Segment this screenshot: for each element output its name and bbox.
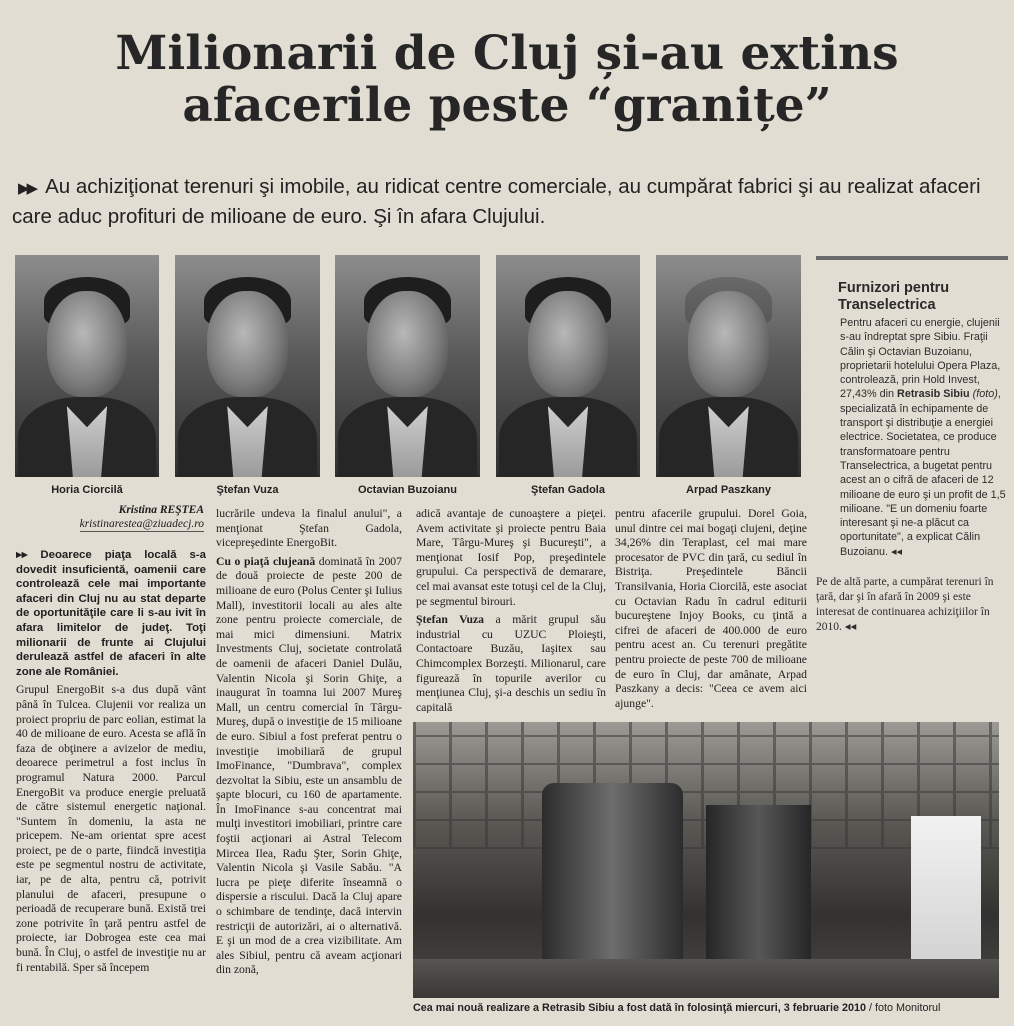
column-2-text-b: Cu o piaţă clujeană dominată în 2007 de două proiecte de peste 200 de milioane de euro (Polus Center şi Iulius Mall), investitorii locali au ales alte zone pentru proiecte comerciale, de mai mici dimensiuni. Matrix Investments Cluj, societate controlată de oamenii de afaceri Daniel Dulău, Valentin Nicola şi Sorin Ghiţe, a inaugurat în toamna lui 2007 Mureş Mall, un centru comercial în Târgu-Mureş, după o investiţie de 15 milioane de euro. Sibiul a fost preferat pentru o investiţie imobiliară de grupul ImoFinance, "Dumbrava", complex dezvoltat la Sibiu, este un ansamblu de şapte blocuri, cu 160 de apartamente. În ImoFinance s-au concentrat mai mulţi investitori imobiliari, printre care foştii acţionari ai Astral Telecom Mircea Ilea, Radu Şter, Sorin Ghiţe, Valentin Nicola şi Vasile Sabău. "A lucra pe pieţe diferite înseamnă o dispersie a riscului. Dacă la Cluj apare o schimbare de tendinţe, dacă intervin restricţii de autorizări, ai o alternativă. E şi un mod de a crea vizibilitate. Am ales Sibiul, pentru că aveam acţionari din zonă, xyxy=(216,554,402,977)
portrait-photo-1 xyxy=(15,255,159,477)
sidebar-rule xyxy=(816,256,1008,260)
double-arrow-icon: ▶▶ xyxy=(18,180,36,197)
column-1-text: Grupul EnergoBit s-a dus după vânt până în Tulcea. Clujenii vor realiza un proiect propriu de parc eolian, estimat la 40 de milioane de euro. Acesta se află în faza de obţinere a avizelor de mediu, deoarece perimetrul a fost inclus în programul Natura 2000. Parcul EnergoBit va produce energie preluată de către sistemul energetic naţional. "Suntem în domeniu, la asta ne pricepem. Ne-am orientat spre acest proiect, pe de o parte, fiindcă investiţia este pe segmentul nostru de activitate, iar, pe de alta, pentru că, potrivit planului de afaceri, presupune o perioadă de recuperare bună. Există trei zone potrivite în ţară pentru astfel de proiecte, iar Dobrogea este cea mai bună. În Cluj, o astfel de investiţie nu ar fi rentabilă. Sper să începem xyxy=(16,683,206,974)
portrait-photo-4 xyxy=(496,255,640,477)
portrait-caption-1: Horia Ciorcilă xyxy=(51,484,123,496)
factory-photo xyxy=(413,722,999,998)
lead-text: Au achiziţionat terenuri şi imobile, au ridicat centre comerciale, au cumpărat fabrici şi au realizat afaceri care aduc profituri de milioane de euro. Şi în afara Clujului. xyxy=(12,175,981,228)
portrait-caption-3: Octavian Buzoianu xyxy=(357,484,458,496)
headline-line-1: Milionarii de Cluj și-au extins xyxy=(115,26,899,81)
sidebar-body: Pentru afaceri cu energie, clujenii s-au îndreptat spre Sibiu. Fraţii Călin şi Octavian Buzoianu, proprietarii hotelului Opera Plaza, controlează, prin Hold Invest, 27,43% din Retrasib Sibiu (foto), specializată în echipamente de transport şi distribuţie a energiei electrice. Societatea, ce produce transformatoare pentru Transelectrica, a bugetat pentru acest an o cifră de afaceri de 12 milioane de euro şi un profit de 1,5 milioane. "E un domeniu foarte interesant şi ne-a plăcut ca oportunitate", a explicat Călin Buzoianu. ◂◂ xyxy=(840,317,1006,558)
factory-photo-caption xyxy=(413,1001,1009,1015)
column-3-text-b: Ştefan Vuza a mărit grupul său industrial cu UZUC Ploieşti, Contactoare Buzău, Iaşitex sau Chimcomplex Borzeşti. Milionarul, care figurează în topurile averilor cu menţiunea Cluj, şi-a deschis un sediu în capitală xyxy=(416,613,606,713)
article-column-2 xyxy=(216,507,402,1019)
portrait-caption-2: Ştefan Vuza xyxy=(216,484,279,496)
sidebar-title: Furnizori pentru Transelectrica xyxy=(838,280,950,313)
portrait-caption-5: Arpad Paszkany xyxy=(686,484,771,496)
sidebar-company: Retrasib Sibiu xyxy=(897,388,970,401)
article-column-4 xyxy=(615,507,807,713)
sidebar-box xyxy=(816,256,1008,635)
portrait-photo-5 xyxy=(656,255,801,477)
article-intro: ▸▸ Deoarece piaţa locală s-a dovedit insuficientă, oamenii care controlează cele mai importante afaceri din Cluj nu au stat departe de oportunităţile care li s-au ivit în afara limitelor de judeţ. Toţi milionarii de frunte ai Clujului derulează astfel de afaceri în alte zone ale României. xyxy=(16,549,206,678)
headline-line-2: afacerile peste “granițe” xyxy=(182,78,832,133)
photo-caption-text: Cea mai nouă realizare a Retrasib Sibiu a fost dată în folosinţă miercuri, 3 februarie 2010 xyxy=(413,1002,867,1014)
article-column-3 xyxy=(416,507,606,713)
portrait-caption-4: Ştefan Gadola xyxy=(531,484,605,496)
column-2-text-a: lucrările undeva la finalul anului", a menţionat Ştefan Gadola, vicepreşedinte EnergoBit. xyxy=(216,507,402,550)
photo-credit: / foto Monitorul xyxy=(866,1002,941,1014)
author-email[interactable]: kristinarestea@ziuadecj.ro xyxy=(79,518,204,530)
column-4-text: pentru afacerile grupului. Dorel Goia, unul dintre cei mai bogaţi clujeni, deţine 34,26% din Teraplast, cel mai mare procesator de PVC din ţară, cu sediul în Bistriţa. Preşedintele Băncii Transilvania, Horia Ciorcilă, este asociat cu Octavian Radu în cadrul editurii bucureştene Injoy Books, cu ţintă a cifrei de afaceri de 400.000 de euro pentru acest an. Cu terenuri pregătite pentru proiecte de peste 700 de milioane de euro în Cluj, dar amânate, Arpad Paszkany a decis: "Ceea ce avem aici ajunge". xyxy=(615,507,807,710)
article-column-1 xyxy=(16,548,206,1020)
author-name: Kristina REŞTEA xyxy=(118,504,204,516)
column-2-subhead: Cu o piaţă clujeană xyxy=(216,554,316,568)
column-3-text-a: adică avantaje de cunoaştere a pieţei. Avem activitate şi proiecte pentru Baia Mare, Târgu-Mureş şi Bucureşti", a menţionat Iosif Pop, preşedintele grupului. Ca perspectivă de demarare, cel mai avansat este totuşi cel de la Cluj, pe segmentul birouri. xyxy=(416,507,606,608)
lead-paragraph xyxy=(12,173,1002,231)
portrait-photo-3 xyxy=(335,255,480,477)
column-3-subhead: Ştefan Vuza xyxy=(416,613,485,627)
byline xyxy=(16,503,204,532)
portrait-photo-2 xyxy=(175,255,320,477)
headline xyxy=(10,28,1004,132)
sidebar-tail: Pe de altă parte, a cumpărat terenuri în ţară, dar şi în afară în 2009 şi este interesat de continuarea achiziţiilor în 2010. ◂◂ xyxy=(816,576,994,634)
